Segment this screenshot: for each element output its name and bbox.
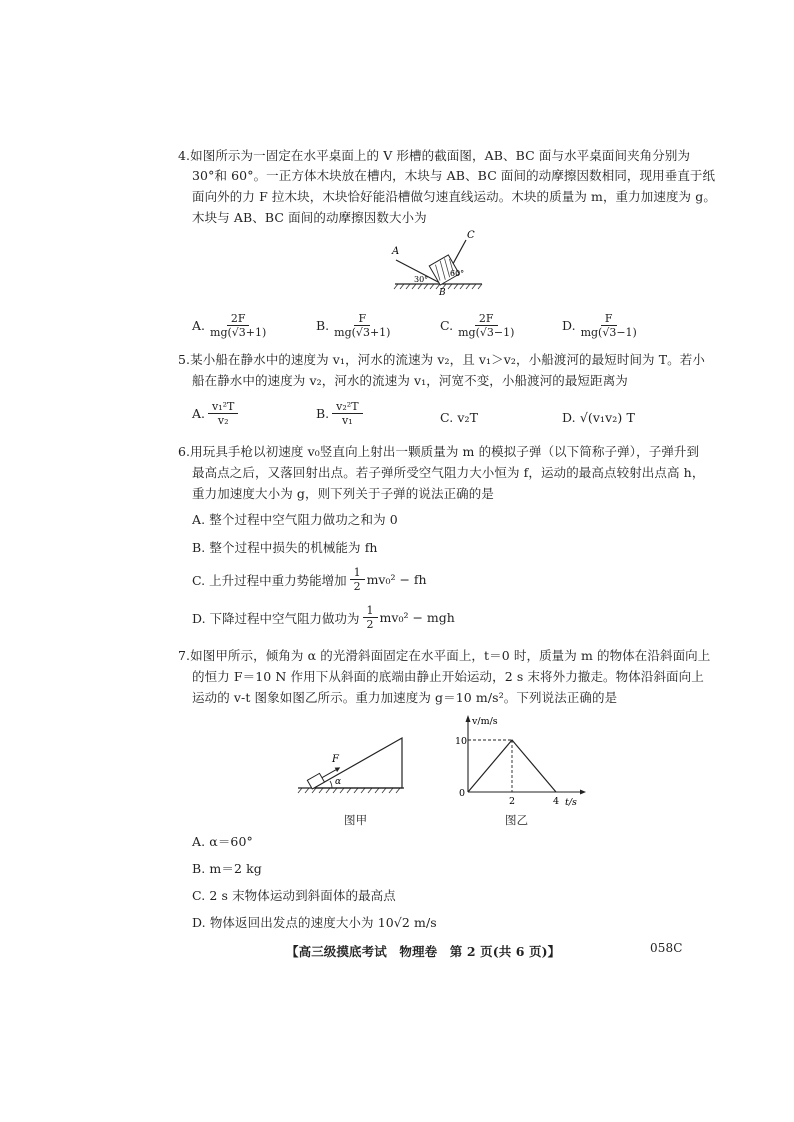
q7-line-1: 7.如图甲所示，倾角为 α 的光滑斜面固定在水平面上，t＝0 时，质量为 m 的物体在沿斜面向上 — [178, 648, 711, 663]
q5-option-c: C. v₂T — [440, 410, 479, 425]
q5-line-2: 船在静水中的速度为 v₂，河水的流速为 v₁，河宽不变，小船渡河的最短距离为 — [192, 373, 628, 388]
q6-line-3: 重力加速度大小为 g，则下列关于子弹的说法正确的是 — [192, 486, 494, 501]
tick-x-2: 2 — [509, 796, 516, 807]
angle-30-label: 30° — [414, 275, 429, 284]
q4-line-4: 木块与 AB、BC 面间的动摩擦因数大小为 — [192, 210, 427, 225]
alpha-label: α — [335, 777, 342, 787]
q4-option-c: C. $\frac{2F}{mg(√3-1)}$ — [440, 312, 515, 339]
tick-origin: 0 — [459, 788, 466, 799]
figure-jia-caption: 图甲 — [344, 813, 368, 827]
q4-line-2: 30°和 60°。一正方体木块放在槽内，木块与 AB、BC 面间的动摩擦因数相同，现用垂直于纸 — [192, 168, 716, 183]
label-c: C — [467, 230, 475, 241]
q6-option-c: C. 上升过程中重力势能增加 $\frac{1}{2}$ mv₀² − fh — [192, 566, 427, 593]
q7-option-d: D. 物体返回出发点的速度大小为 10√2 m/s — [192, 915, 437, 930]
tick-x-4: 4 — [553, 796, 560, 807]
figure-yi-caption: 图乙 — [505, 813, 529, 827]
vt-graph — [450, 712, 590, 807]
q7-option-c: C. 2 s 末物体运动到斜面体的最高点 — [192, 888, 396, 903]
q5-line-1: 5.某小船在静水中的速度为 v₁，河水的流速为 v₂，且 v₁＞v₂，小船渡河的最短时间为 T。若小 — [178, 352, 705, 367]
label-b: B — [439, 288, 446, 296]
paper-code: 058C — [650, 941, 683, 955]
q4-line-1: 4.如图所示为一固定在水平桌面上的 V 形槽的截面图，AB、BC 面与水平桌面间夹角分别为 — [178, 148, 691, 163]
angle-60-label: 60° — [450, 269, 465, 278]
q6-option-d: D. 下降过程中空气阻力做功为 $\frac{1}{2}$ mv₀² − mgh — [192, 604, 455, 631]
q6-line-1: 6.用玩具手枪以初速度 v₀竖直向上射出一颗质量为 m 的模拟子弹（以下简称子弹），子弹升到 — [178, 444, 700, 459]
label-a: A — [392, 246, 400, 257]
q5-option-b: B. $\frac{\text{v₂²T}}{\text{v₁}}$ — [316, 400, 363, 427]
incline-triangle — [314, 738, 402, 788]
q7-line-2: 的恒力 F＝10 N 作用下从斜面的底端由静止开始运动，2 s 末将外力撤走。物体沿斜面向上 — [192, 669, 704, 684]
v-groove-figure — [390, 228, 490, 296]
q7-option-a: A. α＝60° — [192, 834, 253, 849]
q4-option-a: A. $\frac{2F}{mg(√3+1)}$ — [192, 312, 267, 339]
q4-line-3: 面向外的力 F 拉木块，木块恰好能沿槽做匀速直线运动。木块的质量为 m，重力加速度为 g。 — [192, 189, 716, 204]
q7-option-b: B. m＝2 kg — [192, 861, 262, 876]
q5-option-a: A. $\frac{\text{v₁²T}}{\text{v₂}}$ — [192, 400, 238, 427]
page-footer: 【高三级摸底考试 物理卷 第 2 页(共 6 页)】 — [286, 944, 561, 959]
incline-figure — [292, 730, 412, 800]
tick-y-10: 10 — [455, 736, 468, 747]
x-axis-label: t/s — [565, 797, 577, 807]
force-label: F — [332, 754, 339, 765]
q4-option-b: B. $\frac{F}{mg(√3+1)}$ — [316, 312, 391, 339]
q5-option-d: D. √(v₁v₂) T — [562, 410, 635, 425]
q7-line-3: 运动的 v-t 图象如图乙所示。重力加速度为 g＝10 m/s²。下列说法正确的是 — [192, 690, 618, 705]
q6-option-a: A. 整个过程中空气阻力做功之和为 0 — [192, 512, 398, 527]
q4-option-d: D. $\frac{F}{mg(√3-1)}$ — [562, 312, 637, 339]
q6-option-b: B. 整个过程中损失的机械能为 fh — [192, 540, 378, 555]
q6-line-2: 最高点之后，又落回射出点。若子弹所受空气阻力大小恒为 f，运动的最高点较射出点高 h， — [192, 465, 705, 480]
y-axis-label: v/m/s — [472, 716, 498, 727]
